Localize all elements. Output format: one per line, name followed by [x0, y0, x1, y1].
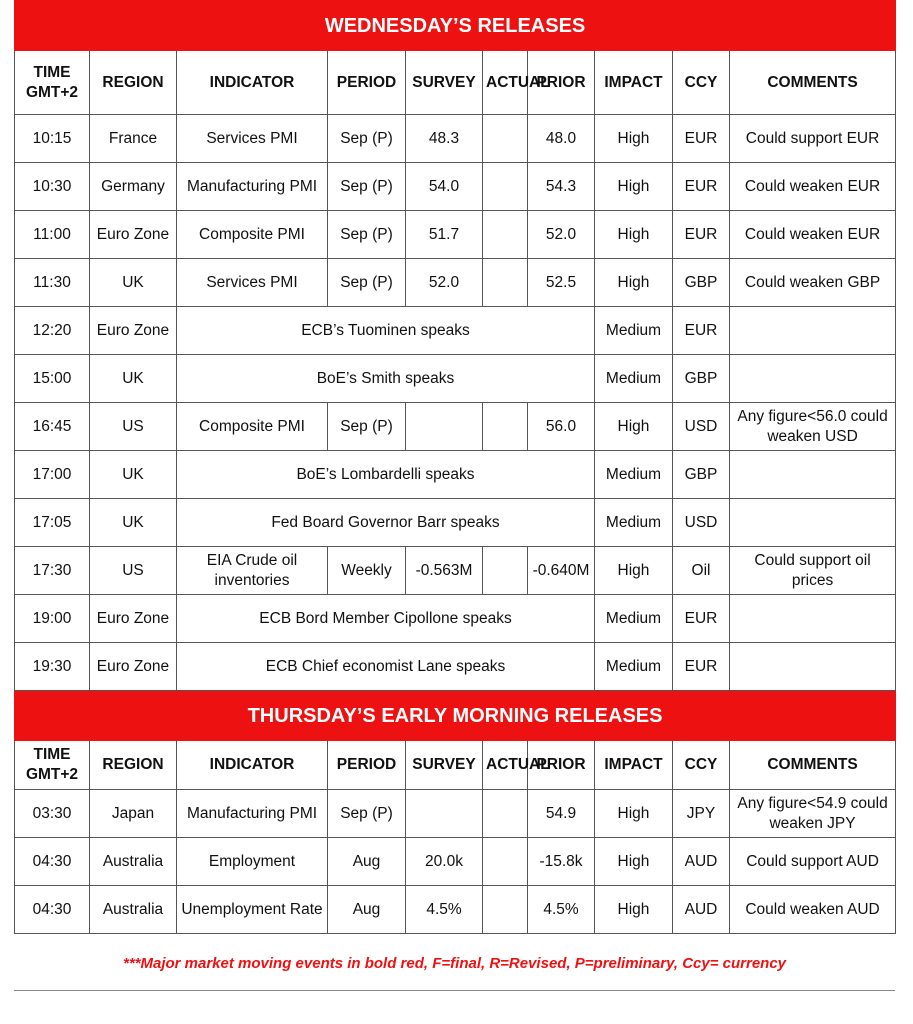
prior-cell: 56.0: [528, 403, 595, 451]
survey-cell: -0.563M: [406, 547, 483, 595]
time-cell: 19:30: [15, 643, 90, 691]
impact-cell: High: [595, 790, 673, 838]
ccy-cell: EUR: [673, 643, 730, 691]
time-cell: 12:20: [15, 307, 90, 355]
table-row: [15, 211, 896, 259]
prior-cell: 52.0: [528, 211, 595, 259]
comments-cell: Could support AUD: [730, 838, 896, 886]
comments-cell: Could weaken EUR: [730, 163, 896, 211]
comments-cell: [730, 643, 896, 691]
thursday-title: THURSDAY’S EARLY MORNING RELEASES: [15, 691, 896, 741]
comments-cell: [730, 499, 896, 547]
table-row: [15, 547, 896, 595]
comments-cell: Could support oil prices: [730, 547, 896, 595]
period-cell: Aug: [328, 886, 406, 934]
actual-cell: [483, 211, 528, 259]
survey-cell: 4.5%: [406, 886, 483, 934]
table-row: [15, 499, 896, 547]
ccy-cell: EUR: [673, 307, 730, 355]
header-survey: SURVEY: [406, 51, 483, 115]
survey-cell: 20.0k: [406, 838, 483, 886]
survey-cell: [406, 403, 483, 451]
impact-cell: High: [595, 115, 673, 163]
ccy-cell: Oil: [673, 547, 730, 595]
ccy-cell: JPY: [673, 790, 730, 838]
comments-cell: [730, 307, 896, 355]
table-row: [15, 115, 896, 163]
region-cell: Australia: [90, 886, 177, 934]
comments-cell: Any figure<56.0 could weaken USD: [730, 403, 896, 451]
releases-table: [14, 0, 896, 934]
ccy-cell: EUR: [673, 115, 730, 163]
region-cell: Australia: [90, 838, 177, 886]
thursday-banner-row: [15, 691, 896, 741]
comments-cell: Could weaken GBP: [730, 259, 896, 307]
indicator-cell: Unemployment Rate: [177, 886, 328, 934]
event-cell: BoE’s Lombardelli speaks: [177, 451, 595, 499]
period-cell: Aug: [328, 838, 406, 886]
impact-cell: Medium: [595, 451, 673, 499]
time-cell: 03:30: [15, 790, 90, 838]
table-row: [15, 307, 896, 355]
header-region: REGION: [90, 741, 177, 790]
prior-cell: 54.9: [528, 790, 595, 838]
table-row: [15, 403, 896, 451]
impact-cell: High: [595, 547, 673, 595]
survey-cell: 52.0: [406, 259, 483, 307]
region-cell: US: [90, 547, 177, 595]
impact-cell: Medium: [595, 499, 673, 547]
impact-cell: Medium: [595, 307, 673, 355]
event-cell: Fed Board Governor Barr speaks: [177, 499, 595, 547]
time-cell: 11:30: [15, 259, 90, 307]
comments-cell: Any figure<54.9 could weaken JPY: [730, 790, 896, 838]
survey-cell: [406, 790, 483, 838]
prior-cell: 52.5: [528, 259, 595, 307]
region-cell: France: [90, 115, 177, 163]
time-cell: 10:30: [15, 163, 90, 211]
time-cell: 19:00: [15, 595, 90, 643]
impact-cell: High: [595, 163, 673, 211]
header-indicator: INDICATOR: [177, 51, 328, 115]
indicator-cell: Manufacturing PMI: [177, 790, 328, 838]
period-cell: Sep (P): [328, 211, 406, 259]
survey-cell: 51.7: [406, 211, 483, 259]
comments-cell: Could weaken EUR: [730, 211, 896, 259]
time-cell: 04:30: [15, 838, 90, 886]
comments-cell: [730, 355, 896, 403]
impact-cell: Medium: [595, 595, 673, 643]
indicator-cell: Employment: [177, 838, 328, 886]
region-cell: Euro Zone: [90, 307, 177, 355]
comments-cell: [730, 595, 896, 643]
header-ccy: CCY: [673, 51, 730, 115]
ccy-cell: EUR: [673, 595, 730, 643]
table-row: [15, 163, 896, 211]
header-actual: ACTUAL: [483, 51, 528, 115]
prior-cell: 48.0: [528, 115, 595, 163]
region-cell: Euro Zone: [90, 595, 177, 643]
header-comments: COMMENTS: [730, 51, 896, 115]
wednesday-title: WEDNESDAY’S RELEASES: [15, 1, 896, 51]
indicator-cell: Composite PMI: [177, 403, 328, 451]
indicator-cell: Services PMI: [177, 115, 328, 163]
ccy-cell: USD: [673, 403, 730, 451]
actual-cell: [483, 547, 528, 595]
table-row: [15, 790, 896, 838]
ccy-cell: AUD: [673, 838, 730, 886]
header-survey: SURVEY: [406, 741, 483, 790]
actual-cell: [483, 259, 528, 307]
time-cell: 15:00: [15, 355, 90, 403]
wednesday-banner-row: [15, 1, 896, 51]
region-cell: Euro Zone: [90, 643, 177, 691]
indicator-cell: Services PMI: [177, 259, 328, 307]
actual-cell: [483, 838, 528, 886]
region-cell: UK: [90, 259, 177, 307]
comments-cell: [730, 451, 896, 499]
impact-cell: High: [595, 886, 673, 934]
table-row: [15, 355, 896, 403]
header-prior: PRIOR: [528, 51, 595, 115]
impact-cell: High: [595, 259, 673, 307]
time-cell: 10:15: [15, 115, 90, 163]
table-row: [15, 838, 896, 886]
ccy-cell: GBP: [673, 355, 730, 403]
thursday-header-row: [15, 741, 896, 790]
region-cell: Japan: [90, 790, 177, 838]
time-cell: 16:45: [15, 403, 90, 451]
header-region: REGION: [90, 51, 177, 115]
header-time: TIME GMT+2: [15, 741, 90, 790]
ccy-cell: AUD: [673, 886, 730, 934]
impact-cell: Medium: [595, 355, 673, 403]
period-cell: Sep (P): [328, 403, 406, 451]
prior-cell: 4.5%: [528, 886, 595, 934]
ccy-cell: EUR: [673, 211, 730, 259]
prior-cell: -0.640M: [528, 547, 595, 595]
region-cell: UK: [90, 355, 177, 403]
event-cell: ECB Chief economist Lane speaks: [177, 643, 595, 691]
actual-cell: [483, 403, 528, 451]
time-cell: 04:30: [15, 886, 90, 934]
table-row: [15, 886, 896, 934]
survey-cell: 48.3: [406, 115, 483, 163]
region-cell: UK: [90, 499, 177, 547]
ccy-cell: GBP: [673, 259, 730, 307]
time-cell: 11:00: [15, 211, 90, 259]
footnote: ***Major market moving events in bold red, F=final, R=Revised, P=preliminary, Ccy= currency: [122, 955, 787, 972]
bottom-divider: [14, 990, 895, 991]
table-row: [15, 595, 896, 643]
releases-calendar: [14, 0, 895, 934]
event-cell: BoE’s Smith speaks: [177, 355, 595, 403]
prior-cell: -15.8k: [528, 838, 595, 886]
region-cell: US: [90, 403, 177, 451]
event-cell: ECB’s Tuominen speaks: [177, 307, 595, 355]
period-cell: Sep (P): [328, 115, 406, 163]
region-cell: Germany: [90, 163, 177, 211]
time-cell: 17:00: [15, 451, 90, 499]
comments-cell: Could support EUR: [730, 115, 896, 163]
period-cell: Sep (P): [328, 259, 406, 307]
header-actual: ACTUAL: [483, 741, 528, 790]
indicator-cell: EIA Crude oil inventories: [177, 547, 328, 595]
survey-cell: 54.0: [406, 163, 483, 211]
header-time: TIME GMT+2: [15, 51, 90, 115]
ccy-cell: GBP: [673, 451, 730, 499]
header-period: PERIOD: [328, 51, 406, 115]
indicator-cell: Composite PMI: [177, 211, 328, 259]
actual-cell: [483, 163, 528, 211]
thursday-section: [15, 691, 896, 934]
ccy-cell: EUR: [673, 163, 730, 211]
impact-cell: High: [595, 403, 673, 451]
actual-cell: [483, 886, 528, 934]
impact-cell: Medium: [595, 643, 673, 691]
time-cell: 17:30: [15, 547, 90, 595]
period-cell: Weekly: [328, 547, 406, 595]
period-cell: Sep (P): [328, 790, 406, 838]
table-row: [15, 643, 896, 691]
event-cell: ECB Bord Member Cipollone speaks: [177, 595, 595, 643]
ccy-cell: USD: [673, 499, 730, 547]
header-period: PERIOD: [328, 741, 406, 790]
wednesday-section: [15, 1, 896, 691]
header-prior: PRIOR: [528, 741, 595, 790]
prior-cell: 54.3: [528, 163, 595, 211]
region-cell: UK: [90, 451, 177, 499]
wednesday-header-row: [15, 51, 896, 115]
header-ccy: CCY: [673, 741, 730, 790]
impact-cell: High: [595, 211, 673, 259]
time-cell: 17:05: [15, 499, 90, 547]
comments-cell: Could weaken AUD: [730, 886, 896, 934]
actual-cell: [483, 115, 528, 163]
header-indicator: INDICATOR: [177, 741, 328, 790]
header-comments: COMMENTS: [730, 741, 896, 790]
header-impact: IMPACT: [595, 51, 673, 115]
actual-cell: [483, 790, 528, 838]
impact-cell: High: [595, 838, 673, 886]
table-row: [15, 259, 896, 307]
indicator-cell: Manufacturing PMI: [177, 163, 328, 211]
period-cell: Sep (P): [328, 163, 406, 211]
table-row: [15, 451, 896, 499]
region-cell: Euro Zone: [90, 211, 177, 259]
header-impact: IMPACT: [595, 741, 673, 790]
